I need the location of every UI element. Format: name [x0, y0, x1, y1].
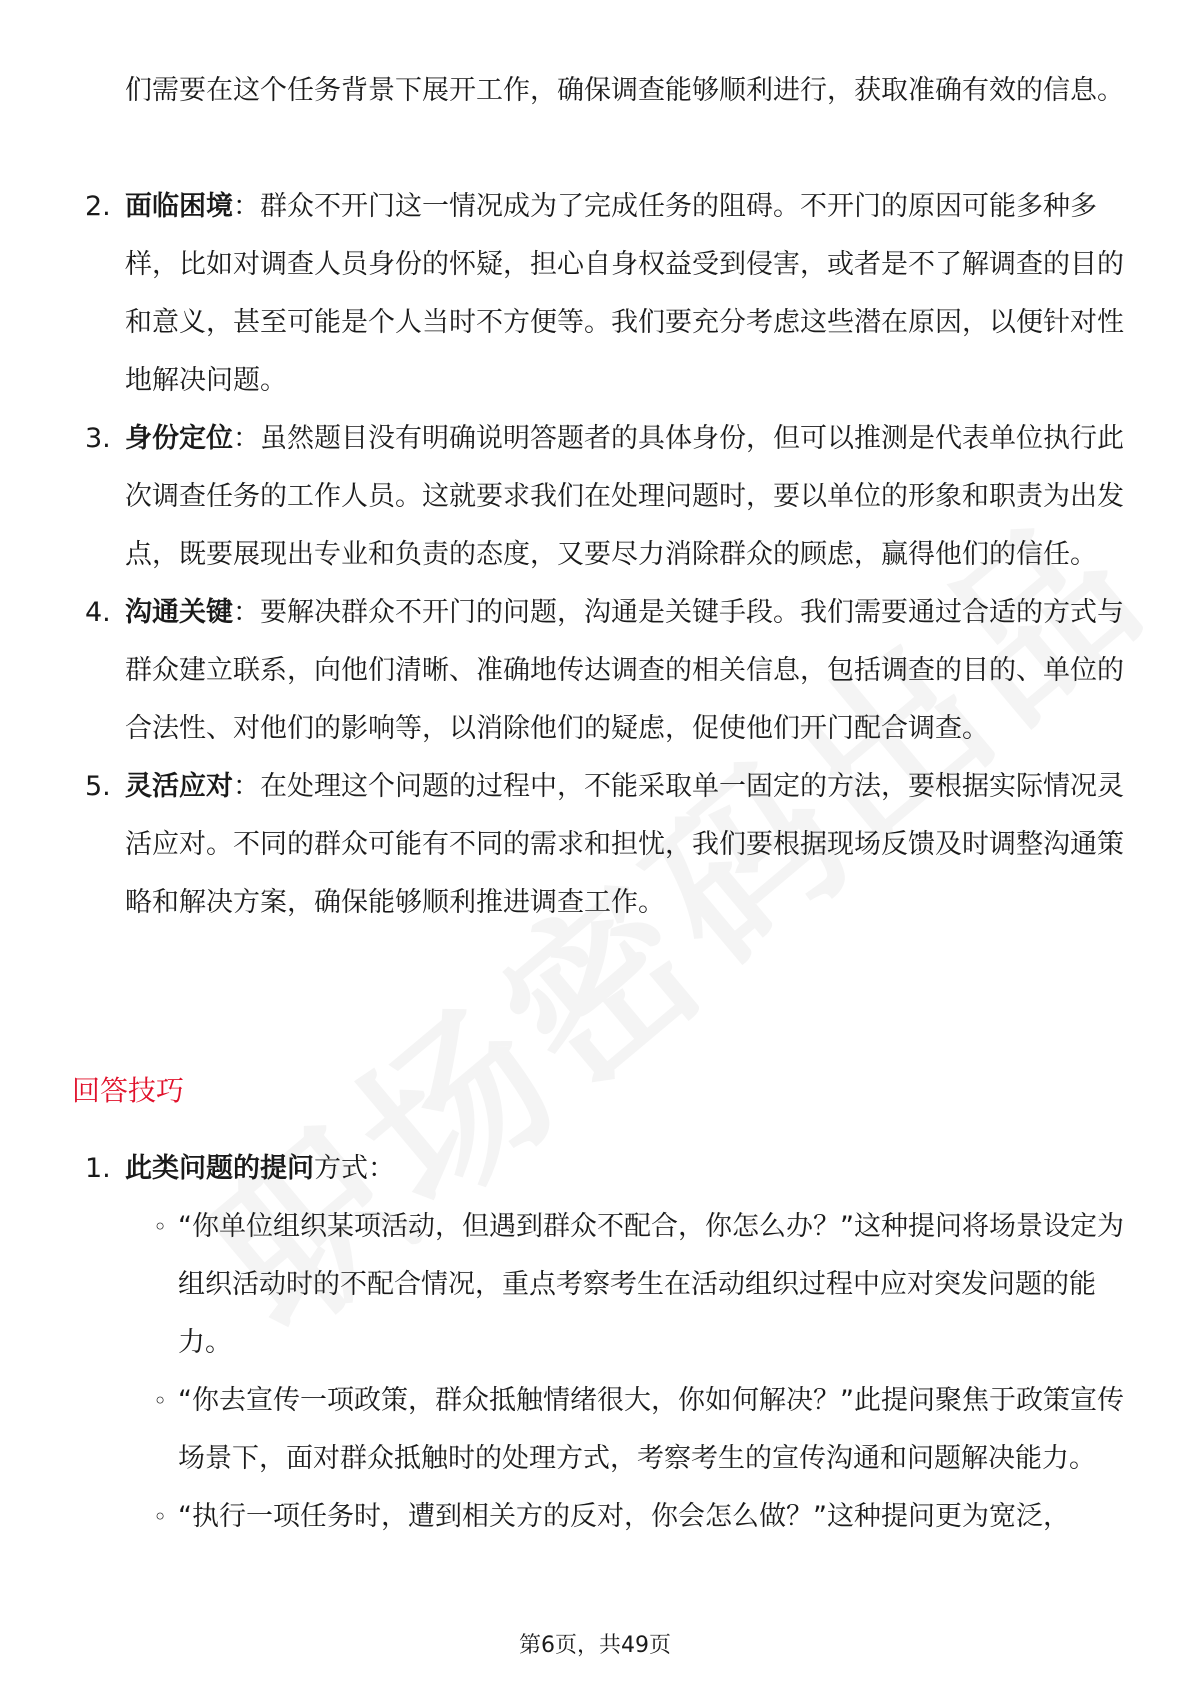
sub-list-item — [0, 1198, 1133, 1372]
list-number: 4. — [85, 597, 111, 628]
list-term: 身份定位 — [125, 423, 233, 454]
tips-section — [0, 1140, 1190, 1546]
list-term: 面临困境 — [125, 191, 233, 222]
tips-item — [0, 1140, 1190, 1198]
sub-list-item — [0, 1488, 1133, 1546]
list-item — [0, 410, 1125, 584]
sub-list-text: “你单位组织某项活动，但遇到群众不配合，你怎么办？”这种提问将场景设定为组织活动时的不配合情况，重点考察考生在活动组织过程中应对突发问题的能力。 — [178, 1211, 1124, 1358]
list-number: 3. — [85, 423, 111, 454]
sub-list-text: “执行一项任务时，遭到相关方的反对，你会怎么做？”这种提问更为宽泛， — [178, 1501, 1070, 1532]
page-footer: 第6页，共49页 — [519, 1633, 671, 1658]
tips-item-bold: 此类问题的提问 — [125, 1153, 314, 1184]
list-item — [0, 178, 1125, 410]
sub-list-item — [0, 1372, 1133, 1488]
list-number: 1. — [85, 1153, 111, 1184]
list-item — [0, 584, 1125, 758]
hollow-bullet-icon: ◦ — [153, 1503, 168, 1531]
hollow-bullet-icon: ◦ — [153, 1213, 168, 1241]
list-text: ：要解决群众不开门的问题，沟通是关键手段。我们需要通过合适的方式与群众建立联系，向他们清晰、准确地传达调查的相关信息，包括调查的目的、单位的合法性、对他们的影响等，以消除他们的疑虑，促使他们开门配合调查。 — [125, 597, 1124, 744]
list-item — [0, 758, 1125, 932]
list-text: ：群众不开门这一情况成为了完成任务的阻碍。不开门的原因可能多种多样，比如对调查人员身份的怀疑，担心自身权益受到侵害，或者是不了解调查的目的和意义，甚至可能是个人当时不方便等。我们要充分考虑这些潜在原因，以便针对性地解决问题。 — [125, 191, 1124, 396]
continuation-paragraph: 们需要在这个任务背景下展开工作，确保调查能够顺利进行，获取准确有效的信息。 — [125, 75, 1124, 106]
list-number: 2. — [85, 191, 111, 222]
tips-item-text: 方式： — [314, 1153, 395, 1184]
section-heading: 回答技巧 — [72, 1074, 185, 1107]
list-number: 5. — [85, 771, 111, 802]
issues-list — [0, 178, 1190, 932]
list-text: ：在处理这个问题的过程中，不能采取单一固定的方法，要根据实际情况灵活应对。不同的群众可能有不同的需求和担忧，我们要根据现场反馈及时调整沟通策略和解决方案，确保能够顺利推进调查工作。 — [125, 771, 1124, 918]
sub-list-text: “你去宣传一项政策，群众抵触情绪很大，你如何解决？”此提问聚焦于政策宣传场景下，面对群众抵触时的处理方式，考察考生的宣传沟通和问题解决能力。 — [178, 1385, 1124, 1474]
list-term: 灵活应对 — [125, 771, 233, 802]
list-term: 沟通关键 — [125, 597, 233, 628]
hollow-bullet-icon: ◦ — [153, 1387, 168, 1415]
sub-list — [0, 1198, 1190, 1546]
list-text: ：虽然题目没有明确说明答题者的具体身份，但可以推测是代表单位执行此次调查任务的工作人员。这就要求我们在处理问题时，要以单位的形象和职责为出发点，既要展现出专业和负责的态度，又要尽力消除群众的顾虑，赢得他们的信任。 — [125, 423, 1124, 570]
